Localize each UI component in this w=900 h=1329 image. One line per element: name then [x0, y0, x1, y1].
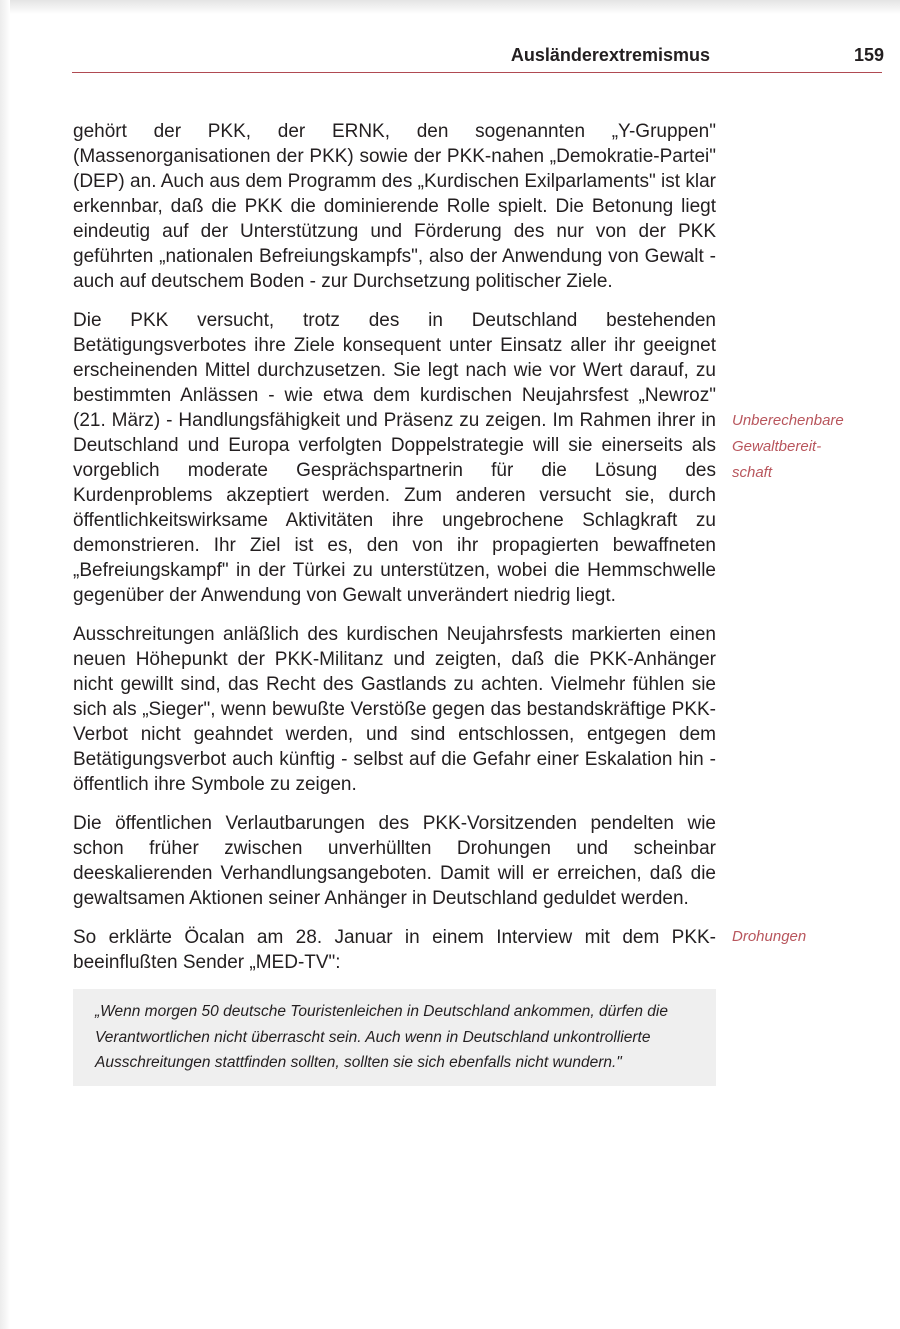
paragraph-2: Die PKK versucht, trotz des in Deutschland bestehenden Betätigungsverbotes ihre Ziele konsequent unter Einsatz aller ihr geeignet erscheinenden Mittel durchzusetzen. Sie legt nach wie vor Wert darauf, zu bestimmten Anlässen - wie etwa dem kurdischen Neujahrsfest „Newroz" (21. März) - Handlungsfähigkeit und Präsenz zu zeigen. Im Rahmen ihrer in Deutschland und Europa verfolgten Doppelstrategie will sie einerseits als vorgeblich moderate Gesprächspartnerin für die Lösung des Kurdenproblems akzeptiert werden. Zum anderen versucht sie, durch öffentlichkeitswirksame Aktivitäten ihre ungebrochene Schlagkraft zu demonstrieren. Ihr Ziel ist es, den von ihr propagierten bewaffneten „Befreiungskampf" in der Türkei zu unterstützen, wobei die Hemmschwelle gegenüber der Anwendung von Gewalt unverändert niedrig liegt. [73, 310, 716, 606]
page-number: 159 [853, 45, 884, 65]
paragraph-5: So erklärte Öcalan am 28. Januar in einem Interview mit dem PKK-beeinflußten Sender „MED-TV": [73, 927, 716, 973]
margin-note-line: Gewaltbereit- [732, 438, 822, 455]
margin-note-line: Drohungen [732, 928, 807, 945]
margin-note-line: Unberechenbare [732, 412, 844, 429]
margin-note-line: schaft [732, 464, 773, 481]
quote-box [73, 989, 716, 1086]
paragraph-3: Ausschreitungen anläßlich des kurdischen Neujahrsfests markierten einen neuen Höhepunkt der PKK-Militanz und zeigten, daß die PKK-Anhänger nicht gewillt sind, das Recht des Gastlands zu achten. Vielmehr fühlen sie sich als „Sieger", wenn bewußte Verstöße gegen das bestandskräftige PKK-Verbot nicht geahndet werden, und sind entschlossen, entgegen dem Betätigungsverbot auch künftig - selbst auf die Gefahr einer Eskalation hin - öffentlich ihre Symbole zu zeigen. [73, 624, 716, 795]
quote-text: „Wenn morgen 50 deutsche Touristenleichen in Deutschland ankommen, dürfen die Verantwortlichen nicht überrascht sein. Auch wenn in Deutschland unkontrollierte Ausschreitungen stattfinden sollten, sollten sie sich ebenfalls nicht wundern." [95, 1003, 668, 1071]
margin-note-drohungen [732, 924, 897, 950]
paragraph-1: gehört der PKK, der ERNK, den sogenannten „Y-Gruppen" (Massenorganisationen der PKK) sowie der PKK-nahen „Demokratie-Partei" (DEP) an. Auch aus dem Programm des „Kurdischen Exilparlaments" ist klar erkennbar, daß die PKK die dominierende Rolle spielt. Die Betonung liegt eindeutig auf der Unterstützung und Förderung des nur von der PKK geführten „nationalen Befreiungskampfs", also der Anwendung von Gewalt - auch auf deutschem Boden - zur Durchsetzung politischer Ziele. [73, 121, 716, 292]
page-left-shadow [0, 0, 10, 1329]
body-text [73, 119, 716, 1086]
page-top-shadow [0, 0, 900, 14]
running-header-title: Ausländerextremismus [510, 45, 710, 65]
paragraph-4: Die öffentlichen Verlautbarungen des PKK-Vorsitzenden pendelten wie schon früher zwischen unverhüllten Drohungen und scheinbar deeskalierenden Verhandlungsangeboten. Damit will er erreichen, daß die gewaltsamen Aktionen seiner Anhänger in Deutschland geduldet werden. [73, 813, 716, 909]
margin-note-gewaltbereitschaft [732, 408, 897, 486]
header-rule [72, 72, 882, 73]
